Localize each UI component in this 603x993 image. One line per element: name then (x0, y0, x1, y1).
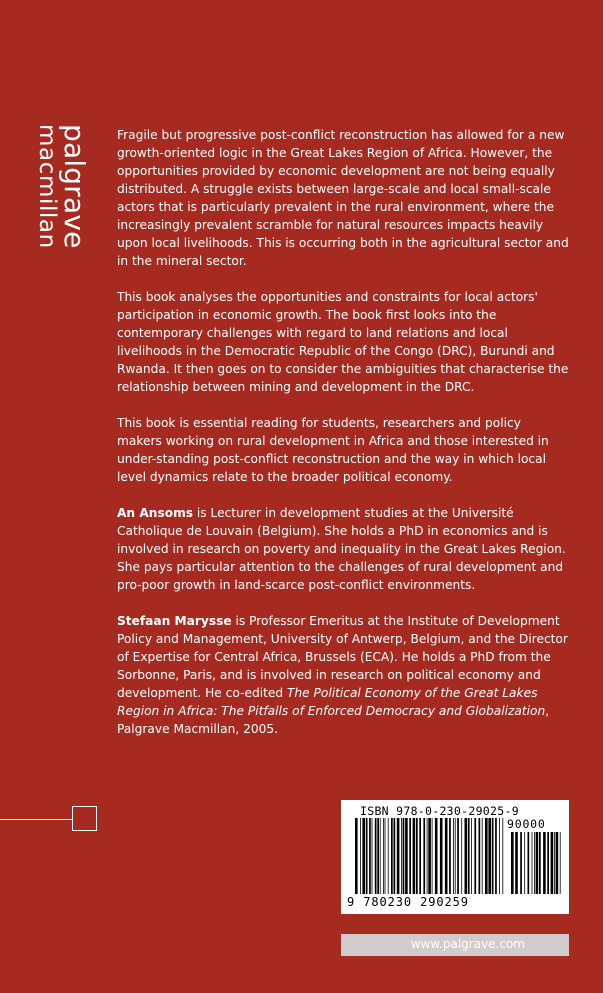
author-bio-text: is Professor Emeritus at the Institute of Development Policy and Management, University of Antwerp, Belgium, and the Director of Expertise for Central Africa, Brussels (ECA). He holds a PhD from the Sorbonne, Paris, and is involved in research on political economy and development. He co-edited (117, 614, 568, 700)
author-name: Stefaan Marysse (117, 614, 232, 628)
blurb-paragraph-3: This book is essential reading for students, researchers and policy makers working on rural development in Africa and those interested in under-standing post-conflict reconstruction and the way in which local level dynamics relate to the broader political economy. (117, 416, 549, 484)
isbn-label: ISBN 978-0-230-29025-9 (360, 804, 519, 818)
publisher-logo (28, 124, 91, 284)
ean-number: 9 780230 290259 (347, 895, 469, 909)
author-bio-text-end: , Palgrave Macmillan, 2005. (117, 704, 550, 736)
back-cover-blurb (117, 126, 569, 756)
author-bio-text: is Lecturer in development studies at the Université Catholique de Louvain (Belgium). She holds a PhD in economics and is involved in research on poverty and inequality in the Great Lakes Region. She pays particular attention to the challenges of rural development and pro-poor growth in land-scarce post-conflict environments. (117, 506, 566, 592)
barcode-bars-icon (355, 818, 505, 894)
blurb-paragraph-2: This book analyses the opportunities and constraints for local actors' participation in economic growth. The book first looks into the contemporary challenges with regard to land relations and local livelihoods in the Democratic Republic of the Congo (DRC), Burundi and Rwanda. It then goes on to consider the ambiguities that characterise the relationship between mining and development in the DRC. (117, 290, 569, 394)
author-bio-ansoms (117, 504, 569, 594)
logo-wordmark-palgrave: palgrave (58, 124, 91, 249)
author-name: An Ansoms (117, 506, 194, 520)
website-url: www.palgrave.com (410, 937, 525, 951)
decorative-square (72, 806, 97, 831)
website-bar (341, 934, 569, 956)
logo-wordmark-macmillan: macmillan (34, 124, 60, 249)
decorative-rule (0, 819, 72, 820)
author-bio-marysse (117, 612, 569, 738)
barcode-addon-bars-icon (511, 832, 561, 894)
book-title: The Political Economy of the Great Lakes Region in Africa: The Pitfalls of Enforced Democracy and Globalization (117, 686, 546, 718)
isbn-barcode (341, 800, 569, 914)
blurb-paragraph-1: Fragile but progressive post-conflict reconstruction has allowed for a new growth-oriented logic in the Great Lakes Region of Africa. However, the opportunities provided by economic development are not being equally distributed. A struggle exists between large-scale and local small-scale actors that is particularly prevalent in the rural environment, where the increasingly prevalent scramble for natural resources impacts heavily upon local livelihoods. This is occurring both in the agricultural sector and in the mineral sector. (117, 128, 569, 268)
barcode-addon-number: 90000 (507, 817, 546, 831)
